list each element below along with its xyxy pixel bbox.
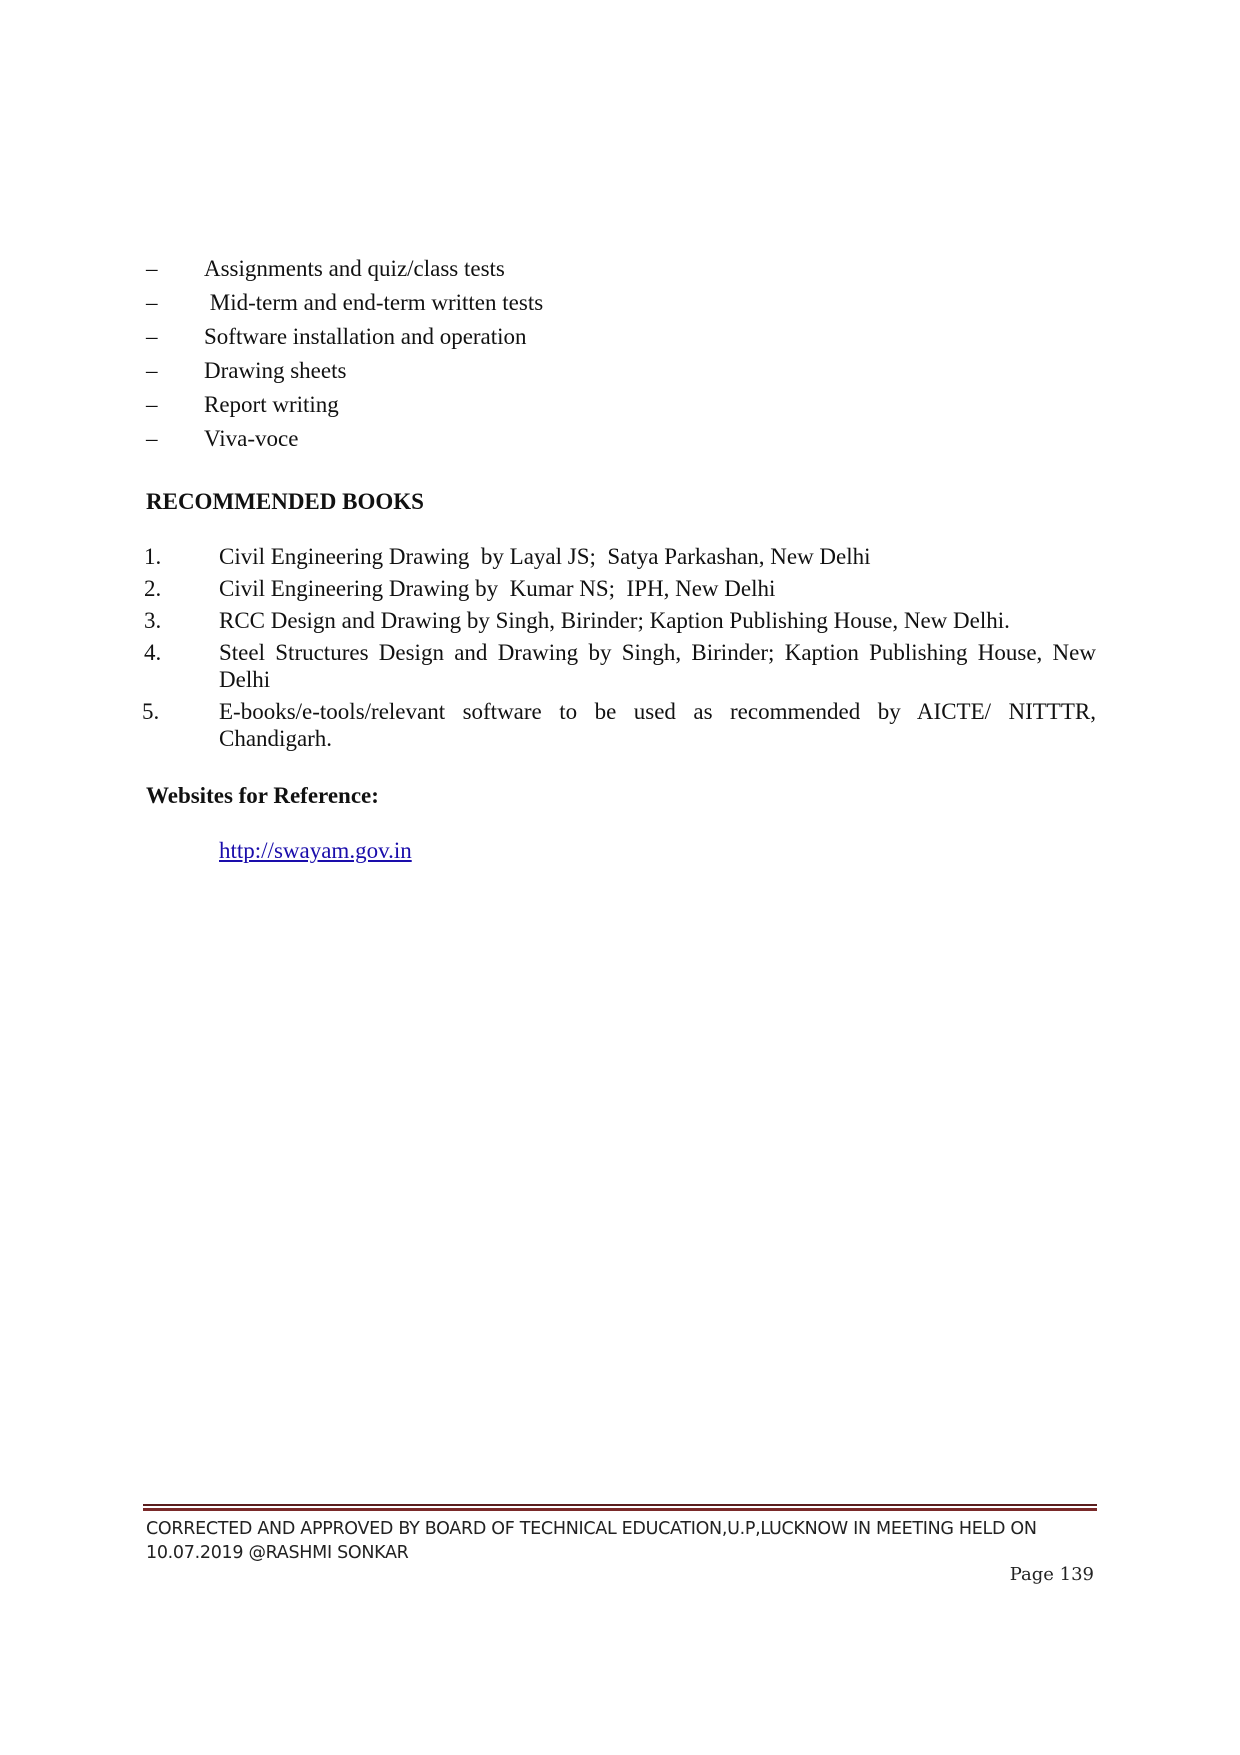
bullet-dash: –: [146, 392, 158, 417]
bullet-dash: –: [146, 358, 158, 383]
footer-divider-line: [143, 1504, 1097, 1506]
book-number: 5.: [142, 699, 160, 724]
list-item: [146, 252, 1046, 286]
book-item: [144, 575, 1096, 602]
book-title: Steel Structures Design and Drawing by Singh, Birinder; Kaption Publishing House, New Delhi: [219, 640, 1096, 692]
swayam-link[interactable]: http://swayam.gov.in: [219, 838, 412, 863]
footer-divider-line: [143, 1508, 1097, 1511]
book-title: RCC Design and Drawing by Singh, Birinder; Kaption Publishing House, New Delhi.: [219, 608, 1010, 633]
book-number: 3.: [144, 608, 162, 633]
book-item: [144, 607, 1096, 634]
book-title: Civil Engineering Drawing by Layal JS; Satya Parkashan, New Delhi: [219, 544, 871, 569]
recommended-books-heading: RECOMMENDED BOOKS: [146, 489, 424, 514]
book-item: [144, 543, 1096, 570]
bullet-dash: –: [146, 426, 158, 451]
list-item-text: Software installation and operation: [204, 324, 527, 349]
list-item-text: Mid-term and end-term written tests: [204, 290, 544, 315]
book-number: 2.: [144, 576, 162, 601]
bullet-dash: –: [146, 256, 158, 281]
list-item: [146, 388, 1046, 422]
bullet-dash: –: [146, 324, 158, 349]
footer-divider: [143, 1504, 1097, 1511]
list-item: [146, 286, 1046, 320]
book-title: Civil Engineering Drawing by Kumar NS; IPH, New Delhi: [219, 576, 776, 601]
book-number: 4.: [144, 640, 162, 665]
book-title: E-books/e-tools/relevant software to be used as recommended by AICTE/ NITTTR, Chandigarh.: [219, 699, 1096, 751]
book-number: 1.: [144, 544, 162, 569]
recommended-books-list: [144, 543, 1096, 757]
list-item-text: Report writing: [204, 392, 339, 417]
assessment-list: [146, 252, 1046, 456]
footer-approval-text: CORRECTED AND APPROVED BY BOARD OF TECHNICAL EDUCATION,U.P,LUCKNOW IN MEETING HELD ON 10.07.2019 @RASHMI SONKAR: [146, 1519, 1037, 1563]
page-number: Page 139: [1009, 1564, 1094, 1585]
book-item: [144, 639, 1096, 693]
websites-heading: Websites for Reference:: [146, 783, 379, 808]
book-item: [144, 698, 1096, 752]
list-item: [146, 320, 1046, 354]
list-item: [146, 422, 1046, 456]
list-item-text: Assignments and quiz/class tests: [204, 256, 505, 281]
bullet-dash: –: [146, 290, 158, 315]
list-item-text: Viva-voce: [204, 426, 299, 451]
list-item-text: Drawing sheets: [204, 358, 347, 383]
list-item: [146, 354, 1046, 388]
